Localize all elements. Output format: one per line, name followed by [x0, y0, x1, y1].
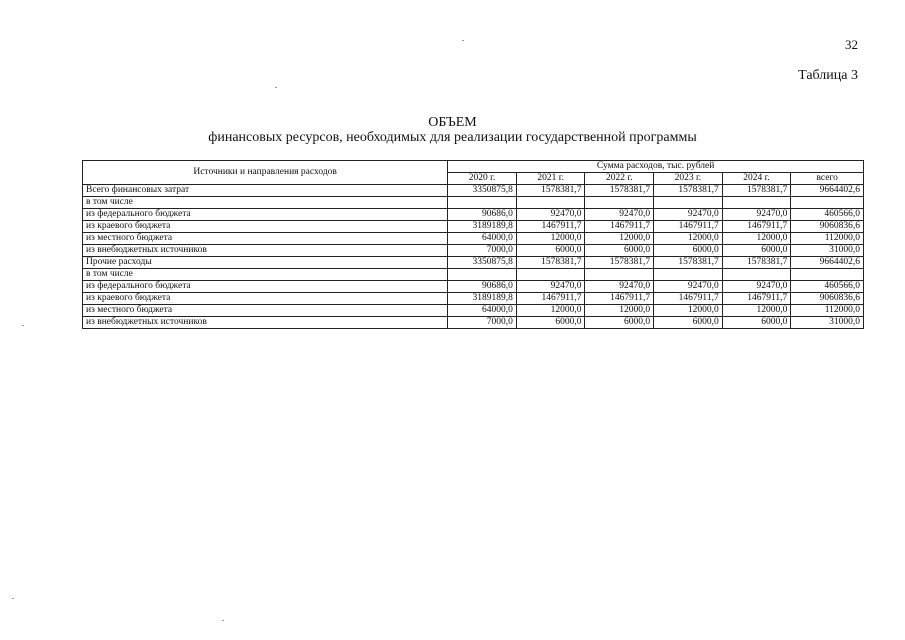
row-value-cell: 7000,0 [448, 245, 517, 257]
table-row [83, 257, 864, 269]
row-value-cell [585, 269, 654, 281]
table-row [83, 305, 864, 317]
row-value-cell: 12000,0 [722, 233, 791, 245]
row-value-cell: 1467911,7 [654, 293, 723, 305]
row-value-cell: 1578381,7 [722, 257, 791, 269]
year-header: 2024 г. [722, 173, 791, 185]
row-value-cell: 92470,0 [654, 209, 723, 221]
row-value-cell: 92470,0 [585, 209, 654, 221]
row-value-cell: 12000,0 [516, 233, 585, 245]
row-value-cell: 7000,0 [448, 317, 517, 329]
document-subtitle: финансовых ресурсов, необходимых для реализации государственной программы [208, 130, 697, 145]
row-value-cell [722, 269, 791, 281]
row-value-cell: 12000,0 [585, 305, 654, 317]
row-label: из федерального бюджета [83, 281, 448, 293]
row-value-cell: 92470,0 [585, 281, 654, 293]
scan-speck [462, 40, 464, 41]
row-value-cell: 6000,0 [722, 245, 791, 257]
row-value-cell: 1467911,7 [722, 293, 791, 305]
row-value-cell: 1467911,7 [585, 221, 654, 233]
row-value-cell: 90686,0 [448, 209, 517, 221]
table-row [83, 281, 864, 293]
table-row [83, 185, 864, 197]
row-value-cell: 92470,0 [516, 209, 585, 221]
row-label: из внебюджетных источников [83, 317, 448, 329]
row-total-cell: 112000,0 [791, 233, 864, 245]
row-value-cell: 3350875,8 [448, 185, 517, 197]
row-value-cell [516, 269, 585, 281]
row-value-cell: 12000,0 [722, 305, 791, 317]
row-value-cell: 1578381,7 [516, 185, 585, 197]
row-total-cell: 31000,0 [791, 317, 864, 329]
row-value-cell [585, 197, 654, 209]
row-value-cell: 1467911,7 [654, 221, 723, 233]
row-value-cell: 92470,0 [516, 281, 585, 293]
row-value-cell: 6000,0 [516, 317, 585, 329]
source-column-header: Источники и направления расходов [83, 161, 448, 185]
total-header: всего [791, 173, 864, 185]
row-value-cell [448, 269, 517, 281]
scan-speck [275, 87, 277, 88]
table-row [83, 197, 864, 209]
row-value-cell [516, 197, 585, 209]
row-label: из краевого бюджета [83, 221, 448, 233]
row-value-cell [448, 197, 517, 209]
row-value-cell: 6000,0 [585, 245, 654, 257]
row-value-cell: 12000,0 [654, 305, 723, 317]
table-row [83, 269, 864, 281]
row-label: из федерального бюджета [83, 209, 448, 221]
scan-speck [12, 598, 14, 599]
row-value-cell: 1467911,7 [516, 221, 585, 233]
row-value-cell: 64000,0 [448, 305, 517, 317]
page-number: 32 [845, 37, 858, 52]
table-body [83, 185, 864, 329]
row-label: в том числе [83, 197, 448, 209]
sum-header: Сумма расходов, тыс. рублей [448, 161, 864, 173]
row-value-cell: 1578381,7 [516, 257, 585, 269]
year-header: 2021 г. [516, 173, 585, 185]
row-total-cell: 112000,0 [791, 305, 864, 317]
row-label: из местного бюджета [83, 233, 448, 245]
row-value-cell: 92470,0 [722, 209, 791, 221]
row-value-cell: 12000,0 [585, 233, 654, 245]
row-value-cell [654, 269, 723, 281]
row-value-cell: 1467911,7 [722, 221, 791, 233]
row-value-cell: 6000,0 [722, 317, 791, 329]
scan-speck [22, 325, 24, 326]
row-value-cell: 92470,0 [654, 281, 723, 293]
row-value-cell: 12000,0 [654, 233, 723, 245]
row-label: Всего финансовых затрат [83, 185, 448, 197]
row-total-cell: 9060836,6 [791, 221, 864, 233]
row-value-cell: 6000,0 [516, 245, 585, 257]
row-value-cell: 1578381,7 [722, 185, 791, 197]
year-header: 2023 г. [654, 173, 723, 185]
table-row [83, 221, 864, 233]
row-value-cell: 3189189,8 [448, 221, 517, 233]
row-value-cell: 64000,0 [448, 233, 517, 245]
row-value-cell: 1578381,7 [654, 185, 723, 197]
year-header: 2020 г. [448, 173, 517, 185]
row-value-cell: 3189189,8 [448, 293, 517, 305]
row-total-cell: 9664402,6 [791, 257, 864, 269]
row-value-cell: 1578381,7 [585, 185, 654, 197]
row-value-cell [654, 197, 723, 209]
title-block [0, 115, 905, 145]
row-value-cell: 1467911,7 [516, 293, 585, 305]
document-title: ОБЪЕМ [428, 115, 477, 130]
financial-resources-table [82, 160, 864, 329]
table-row [83, 233, 864, 245]
row-total-cell: 460566,0 [791, 209, 864, 221]
table-row [83, 209, 864, 221]
row-value-cell: 6000,0 [585, 317, 654, 329]
table-row [83, 245, 864, 257]
row-value-cell [722, 197, 791, 209]
row-value-cell: 12000,0 [516, 305, 585, 317]
row-value-cell: 6000,0 [654, 317, 723, 329]
scan-speck [222, 620, 224, 621]
row-total-cell [791, 197, 864, 209]
year-header: 2022 г. [585, 173, 654, 185]
row-label: из краевого бюджета [83, 293, 448, 305]
row-value-cell: 3350875,8 [448, 257, 517, 269]
row-total-cell: 460566,0 [791, 281, 864, 293]
row-value-cell: 6000,0 [654, 245, 723, 257]
row-value-cell: 1467911,7 [585, 293, 654, 305]
row-label: из внебюджетных источников [83, 245, 448, 257]
row-total-cell: 9060836,6 [791, 293, 864, 305]
table-row [83, 293, 864, 305]
row-value-cell: 1578381,7 [654, 257, 723, 269]
row-value-cell: 90686,0 [448, 281, 517, 293]
header-row-1 [83, 161, 864, 173]
row-label: в том числе [83, 269, 448, 281]
row-value-cell: 1578381,7 [585, 257, 654, 269]
table-row [83, 317, 864, 329]
row-label: из местного бюджета [83, 305, 448, 317]
row-total-cell: 9664402,6 [791, 185, 864, 197]
row-value-cell: 92470,0 [722, 281, 791, 293]
row-total-cell: 31000,0 [791, 245, 864, 257]
table-caption: Таблица 3 [798, 68, 858, 83]
row-total-cell [791, 269, 864, 281]
row-label: Прочие расходы [83, 257, 448, 269]
